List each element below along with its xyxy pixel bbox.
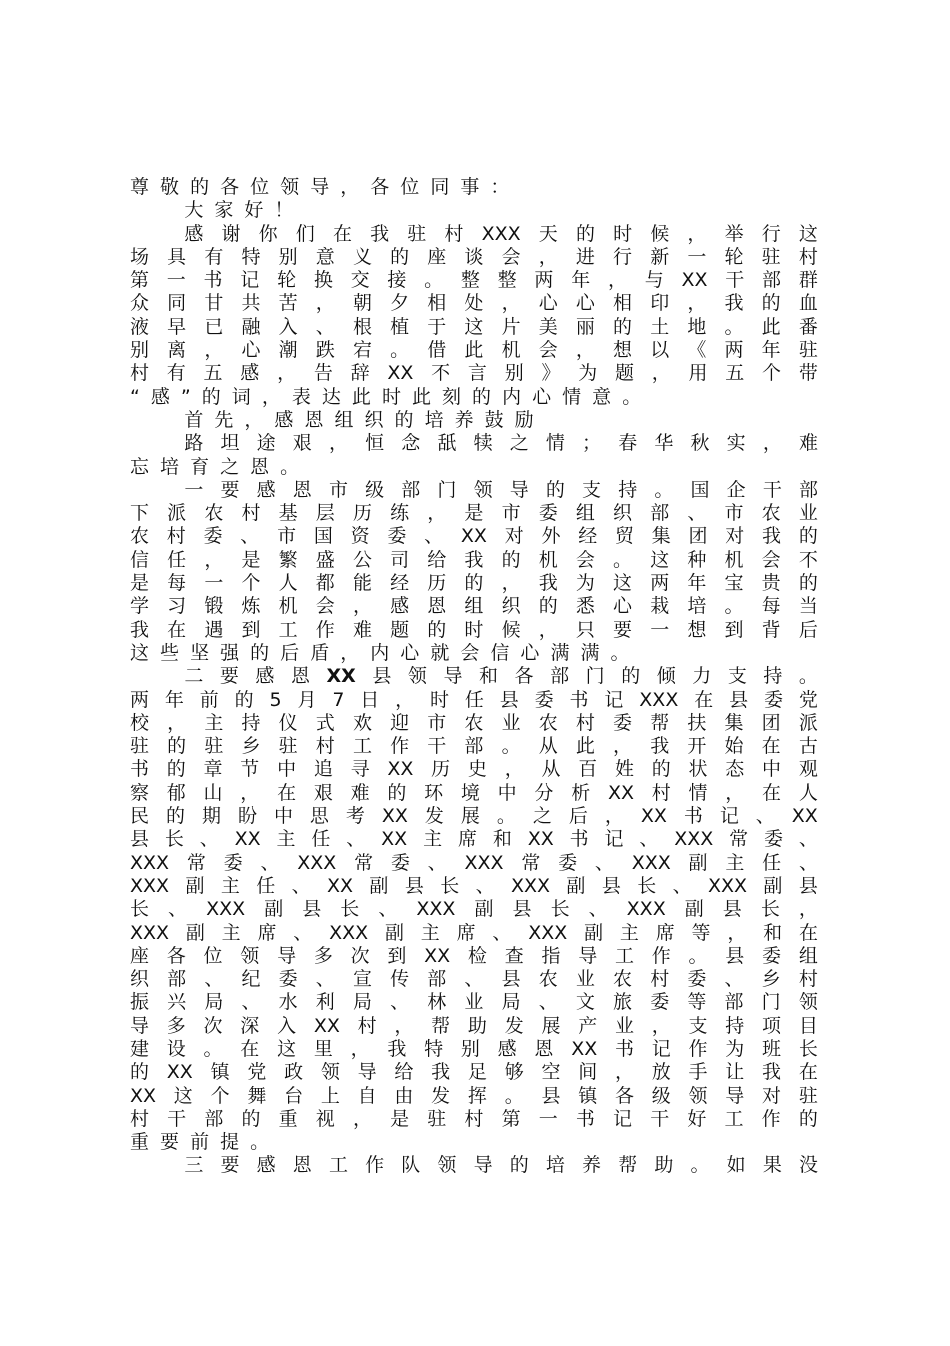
text-line: 众 同 甘 共 苦 ， 朝 夕 相 处 ， 心 心 相 印 ， 我 的 血 (130, 292, 818, 315)
text-line: 二 要 感 恩 XX 县 领 导 和 各 部 门 的 倾 力 支 持 。 (184, 665, 818, 688)
text-line: 的 XX 镇 党 政 领 导 给 我 足 够 空 间 ， 放 手 让 我 在 (130, 1061, 818, 1084)
text-line: 察 郁 山 ， 在 艰 难 的 环 境 中 分 析 XX 村 情 ， 在 人 (130, 781, 818, 804)
text-line: 尊 敬 的 各 位 领 导 ， 各 位 同 事 ： (130, 176, 510, 198)
text-line: “ 感 ” 的 词 ， 表 达 此 时 此 刻 的 内 心 情 意 。 (130, 385, 642, 408)
text-line: XXX 常 委 、 XXX 常 委 、 XXX 常 委 、 XXX 副 主 任 、 (130, 851, 818, 874)
text-line: 路 坦 途 艰 ， 恒 念 舐 犊 之 情 ； 春 华 秋 实 ， 难 (184, 432, 818, 455)
text-line: 是 每 一 个 人 都 能 经 历 的 ， 我 为 这 两 年 宝 贵 的 (130, 572, 818, 595)
text-line: 织 部 、 纪 委 、 宣 传 部 、 县 农 业 农 村 委 、 乡 村 (130, 968, 818, 991)
text-line: 信 任 ， 是 繁 盛 公 司 给 我 的 机 会 。 这 种 机 会 不 (130, 548, 818, 571)
text-line: 学 习 锻 炼 机 会 ， 感 恩 组 织 的 悉 心 栽 培 。 每 当 (130, 595, 818, 618)
text-line: 三 要 感 恩 工 作 队 领 导 的 培 养 帮 助 。 如 果 没 (184, 1154, 818, 1177)
text-line: 别 离 ， 心 潮 跌 宕 。 借 此 机 会 ， 想 以 《 两 年 驻 (130, 339, 818, 362)
text-line: 村 干 部 的 重 视 ， 是 驻 村 第 一 书 记 干 好 工 作 的 (130, 1107, 818, 1130)
text-line: XXX 副 主 任 、 XX 副 县 长 、 XXX 副 县 长 、 XXX 副 县 (130, 874, 818, 897)
text-line: 这 些 坚 强 的 后 盾 ， 内 心 就 会 信 心 满 满 。 (130, 641, 630, 664)
text-line: 农 村 委 、 市 国 资 委 、 XX 对 外 经 贸 集 团 对 我 的 (130, 525, 818, 548)
text-line: 振 兴 局 、 水 利 局 、 林 业 局 、 文 旅 委 等 部 门 领 (130, 991, 818, 1014)
text-line: 两 年 前 的 5 月 7 日 ， 时 任 县 委 书 记 XXX 在 县 委 党 (130, 688, 818, 711)
text-line: 忘 培 育 之 恩 。 (130, 455, 300, 478)
text-line: 长 、 XXX 副 县 长 、 XXX 副 县 长 、 XXX 副 县 长 ， (130, 898, 818, 921)
speech-text-body (130, 176, 818, 1178)
text-line: 首 先 ， 感 恩 组 织 的 培 养 鼓 励 (184, 408, 534, 431)
text-line: 座 各 位 领 导 多 次 到 XX 检 查 指 导 工 作 。 县 委 组 (130, 944, 818, 967)
text-line: 重 要 前 提 。 (130, 1131, 270, 1154)
text-line: 一 要 感 恩 市 级 部 门 领 导 的 支 持 。 国 企 干 部 (184, 478, 818, 501)
text-line: 大 家 好 ！ (184, 199, 294, 222)
text-line: 驻 的 驻 乡 驻 村 工 作 干 部 。 从 此 ， 我 开 始 在 古 (130, 735, 818, 758)
text-line: 县 长 、 XX 主 任 、 XX 主 席 和 XX 书 记 、 XXX 常 委 、 (130, 828, 818, 851)
text-line: 液 早 已 融 入 、 根 植 于 这 片 美 丽 的 土 地 。 此 番 (130, 315, 818, 338)
text-line: XX 这 个 舞 台 上 自 由 发 挥 。 县 镇 各 级 领 导 对 驻 (130, 1084, 818, 1107)
text-line: 村 有 五 感 ， 告 辞 XX 不 言 别 》 为 题 ， 用 五 个 带 (130, 362, 818, 385)
text-line: 民 的 期 盼 中 思 考 XX 发 展 。 之 后 ， XX 书 记 、 XX (130, 805, 818, 828)
text-line: 导 多 次 深 入 XX 村 ， 帮 助 发 展 产 业 ， 支 持 项 目 (130, 1014, 818, 1037)
text-line: 第 一 书 记 轮 换 交 接 。 整 整 两 年 ， 与 XX 干 部 群 (130, 269, 818, 292)
text-line: 下 派 农 村 基 层 历 练 ， 是 市 委 组 织 部 、 市 农 业 (130, 502, 818, 525)
text-line: 场 具 有 特 别 意 义 的 座 谈 会 ， 进 行 新 一 轮 驻 村 (130, 245, 818, 268)
text-line: 我 在 遇 到 工 作 难 题 的 时 候 ， 只 要 一 想 到 背 后 (130, 618, 818, 641)
text-line: 建 设 。 在 这 里 ， 我 特 别 感 恩 XX 书 记 作 为 班 长 (130, 1037, 818, 1060)
text-line: 感 谢 你 们 在 我 驻 村 XXX 天 的 时 候 ， 举 行 这 (184, 222, 818, 245)
text-line: 校 ， 主 持 仪 式 欢 迎 市 农 业 农 村 委 帮 扶 集 团 派 (130, 711, 818, 734)
text-line: XXX 副 主 席 、 XXX 副 主 席 、 XXX 副 主 席 等 ， 和 在 (130, 921, 818, 944)
text-line: 书 的 章 节 中 追 寻 XX 历 史 ， 从 百 姓 的 状 态 中 观 (130, 758, 818, 781)
